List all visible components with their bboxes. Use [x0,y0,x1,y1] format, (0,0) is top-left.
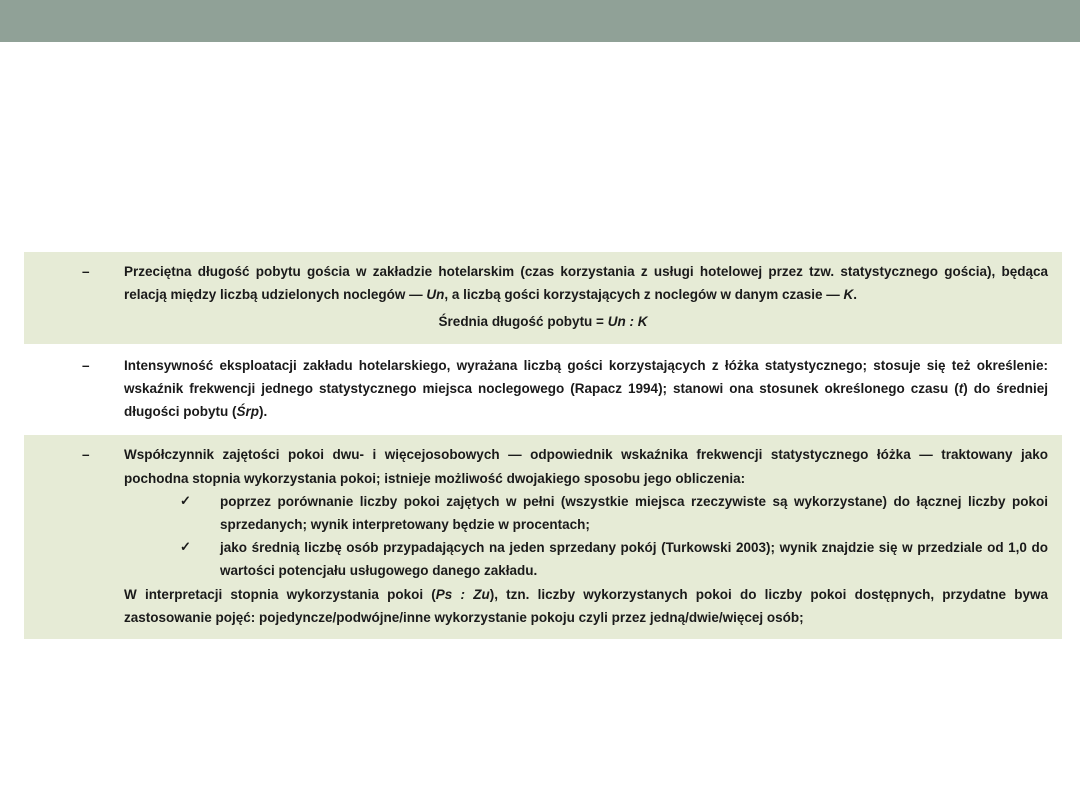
list-item [124,490,1048,536]
dash-bullet-icon: – [82,447,90,463]
bullet-item-exploitation-intensity [38,354,1048,424]
bullet-text-segment-2: ) do średniej długości pobytu ( [124,380,1048,420]
check-bullet-icon: ✓ [180,492,191,508]
content-block-2 [24,346,1062,434]
emphasis-t: t [958,380,964,396]
formula-label: Średnia długość pobytu = [438,314,608,330]
calculation-methods-list [38,490,1048,583]
dash-bullet-icon: – [82,357,90,373]
bullet-text-segment-3: . [853,287,858,303]
bullet-text-segment-1: Współczynnik zajętości pokoi dwu- i więcejosobowych — odpowiednik wskaźnika frekwencji statystycznego łóżka — traktowany jako pochodna stopnia wykorzystania pokoi; istnieje możliwość dwojakiego sposobu jego obliczenia: [124,447,1048,486]
list-item [124,536,1048,582]
emphasis-un: Un [426,287,445,303]
interpretation-paragraph [124,583,1048,629]
bullet-text-segment-1: Intensywność eksploatacji zakładu hotelarskiego, wyrażana liczbą gości korzystających z łóżka statystycznego; stosuje się też określenie: wskaźnik frekwencji jednego statystycznego miejsca noclegowego (Rapacz 1994); stanowi ona stosunek określonego czasu ( [124,357,1048,396]
bullet-text-segment-2: , a liczbą gości korzystających z noclegów w danym czasie — [444,287,844,303]
emphasis-srp: Śrp [236,404,260,420]
bullet-text-segment-1: Przeciętna długość pobytu gościa w zakładzie hotelarskim (czas korzystania z usługi hotelowej przez tzw. statystycznego gościa), będąca relacją między liczbą udzielonych noclegów — [124,264,1048,303]
tail-text-segment-1: W interpretacji stopnia wykorzystania pokoi ( [124,586,436,602]
emphasis-ps-zu: Ps : Zu [435,586,490,602]
content-block-3 [24,435,1062,639]
emphasis-k: K [843,287,854,303]
check-bullet-icon: ✓ [180,539,191,555]
list-item-text: jako średnią liczbę osób przypadających na jeden sprzedany pokój (Turkowski 2003); wynik znajdzie się w przedziale od 1,0 do wartości potencjału usługowego danego zakładu. [220,540,1048,579]
bullet-item-average-stay [38,260,1048,306]
bullet-text-segment-3: ). [259,404,268,420]
slide-header-band [0,0,1080,42]
formula-average-stay [38,310,1048,333]
slide-content [0,252,1080,639]
slide-title [60,70,1020,220]
formula-value: Un : K [607,314,648,330]
tail-text-segment-2: ), tzn. liczby wykorzystanych pokoi do liczby pokoi dostępnych, przydatne bywa zastosowanie pojęć: pojedyncze/podwójne/inne wykorzystanie pokoju czyli przez jedną/dwie/więcej osób; [124,586,1049,625]
bullet-item-room-occupancy [38,443,1048,489]
dash-bullet-icon: – [82,264,90,279]
content-block-1 [24,252,1062,344]
list-item-text: poprzez porównanie liczby pokoi zajętych w pełni (wszystkie miejsca rzeczywiste są wykorzystane) do łącznej liczby pokoi sprzedanych; wynik interpretowany będzie w procentach; [220,493,1048,532]
